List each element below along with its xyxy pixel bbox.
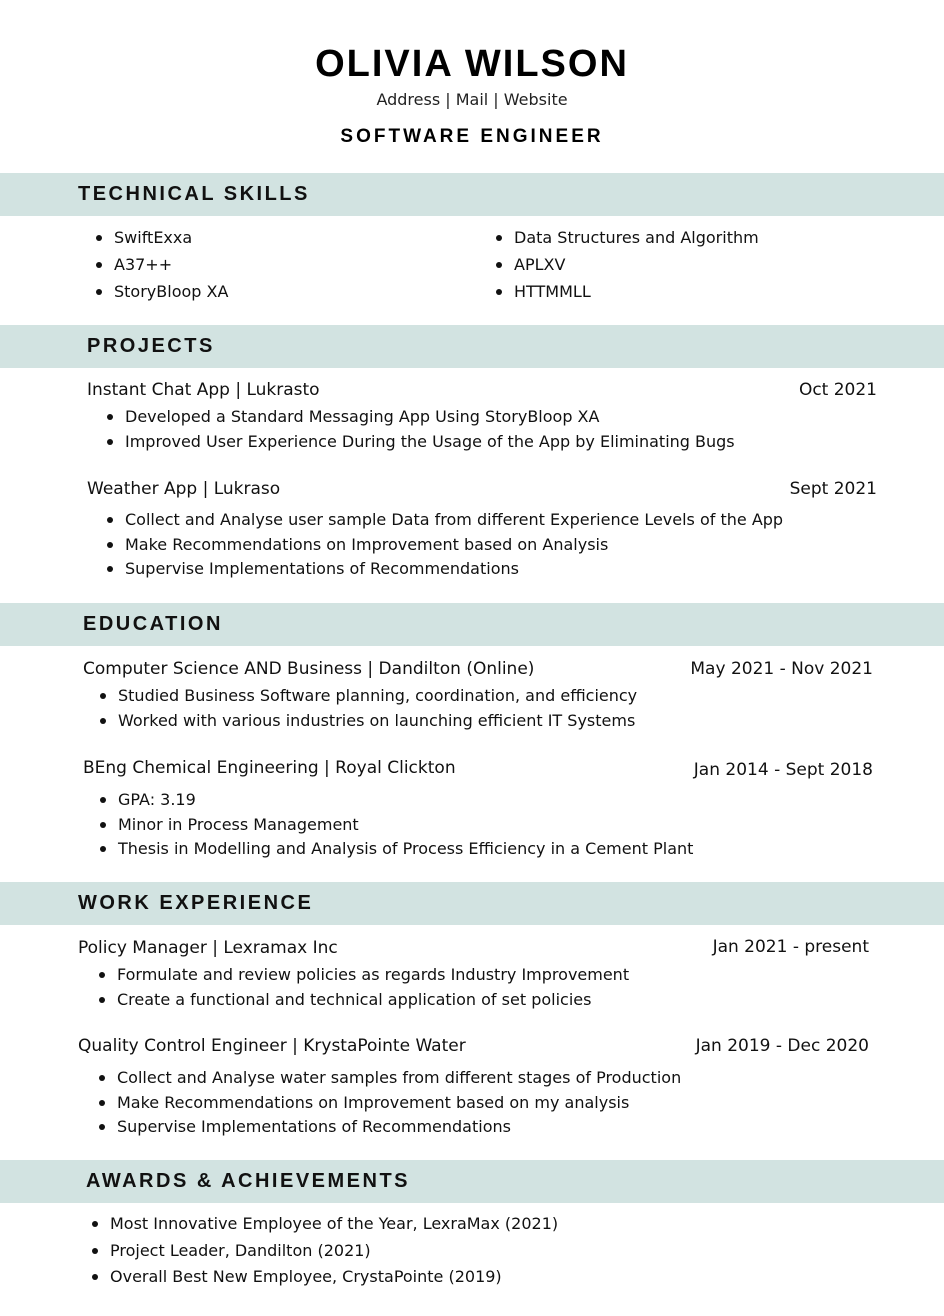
- job-title: Policy Manager | Lexramax Inc: [78, 938, 338, 958]
- list-item: Minor in Process Management: [96, 813, 693, 838]
- project-bullets: [103, 508, 783, 582]
- education-title: BEng Chemical Engineering | Royal Clickton: [83, 758, 456, 778]
- list-item: Studied Business Software planning, coordination, and efficiency: [96, 684, 637, 709]
- education-band: [0, 603, 944, 646]
- list-item: Improved User Experience During the Usage of the App by Eliminating Bugs: [103, 430, 735, 455]
- job-bullets: [95, 1066, 681, 1140]
- education-heading: EDUCATION: [83, 613, 223, 635]
- projects-band: [0, 325, 944, 368]
- list-item: Create a functional and technical application of set policies: [95, 988, 629, 1013]
- education-date: May 2021 - Nov 2021: [690, 659, 873, 679]
- awards-heading: AWARDS & ACHIEVEMENTS: [86, 1170, 411, 1192]
- list-item: Developed a Standard Messaging App Using StoryBloop XA: [103, 405, 735, 430]
- technical-skills-band: [0, 173, 944, 216]
- list-item: Supervise Implementations of Recommendations: [95, 1115, 681, 1140]
- project-bullets: [103, 405, 735, 454]
- candidate-name: OLIVIA WILSON: [315, 43, 629, 85]
- project-date: Sept 2021: [789, 479, 877, 499]
- list-item: Formulate and review policies as regards Industry Improvement: [95, 963, 629, 988]
- project-title: Weather App | Lukraso: [87, 479, 281, 499]
- list-item: Make Recommendations on Improvement based on Analysis: [103, 533, 783, 558]
- work-experience-band: [0, 882, 944, 925]
- list-item: Collect and Analyse water samples from different stages of Production: [95, 1066, 681, 1091]
- job-role: SOFTWARE ENGINEER: [340, 126, 604, 147]
- technical-skills-heading: TECHNICAL SKILLS: [78, 183, 310, 205]
- projects-heading: PROJECTS: [87, 335, 215, 357]
- awards-list: [88, 1211, 558, 1291]
- list-item: GPA: 3.19: [96, 788, 693, 813]
- education-bullets: [96, 788, 693, 862]
- list-item: Thesis in Modelling and Analysis of Process Efficiency in a Cement Plant: [96, 837, 693, 862]
- list-item: APLXV: [492, 251, 759, 278]
- skills-list-right: [492, 224, 759, 305]
- list-item: Overall Best New Employee, CrystaPointe (2019): [88, 1264, 558, 1291]
- project-date: Oct 2021: [798, 380, 877, 400]
- list-item: StoryBloop XA: [92, 278, 228, 305]
- job-date: Jan 2019 - Dec 2020: [695, 1036, 869, 1056]
- education-date: Jan 2014 - Sept 2018: [693, 760, 873, 780]
- project-title: Instant Chat App | Lukrasto: [87, 380, 320, 400]
- list-item: HTTMMLL: [492, 278, 759, 305]
- work-experience-heading: WORK EXPERIENCE: [78, 892, 314, 914]
- list-item: Worked with various industries on launching efficient IT Systems: [96, 709, 637, 734]
- skills-list-left: [92, 224, 228, 305]
- education-title: Computer Science AND Business | Dandilton (Online): [83, 659, 535, 679]
- list-item: Project Leader, Dandilton (2021): [88, 1238, 558, 1265]
- list-item: Make Recommendations on Improvement based on my analysis: [95, 1091, 681, 1116]
- list-item: A37++: [92, 251, 228, 278]
- job-bullets: [95, 963, 629, 1012]
- list-item: Collect and Analyse user sample Data from different Experience Levels of the App: [103, 508, 783, 533]
- education-bullets: [96, 684, 637, 733]
- list-item: Data Structures and Algorithm: [492, 224, 759, 251]
- job-date: Jan 2021 - present: [712, 937, 869, 957]
- contact-line: Address | Mail | Website: [376, 90, 568, 109]
- list-item: SwiftExxa: [92, 224, 228, 251]
- job-title: Quality Control Engineer | KrystaPointe Water: [78, 1036, 466, 1056]
- list-item: Supervise Implementations of Recommendations: [103, 557, 783, 582]
- list-item: Most Innovative Employee of the Year, LexraMax (2021): [88, 1211, 558, 1238]
- awards-band: [0, 1160, 944, 1203]
